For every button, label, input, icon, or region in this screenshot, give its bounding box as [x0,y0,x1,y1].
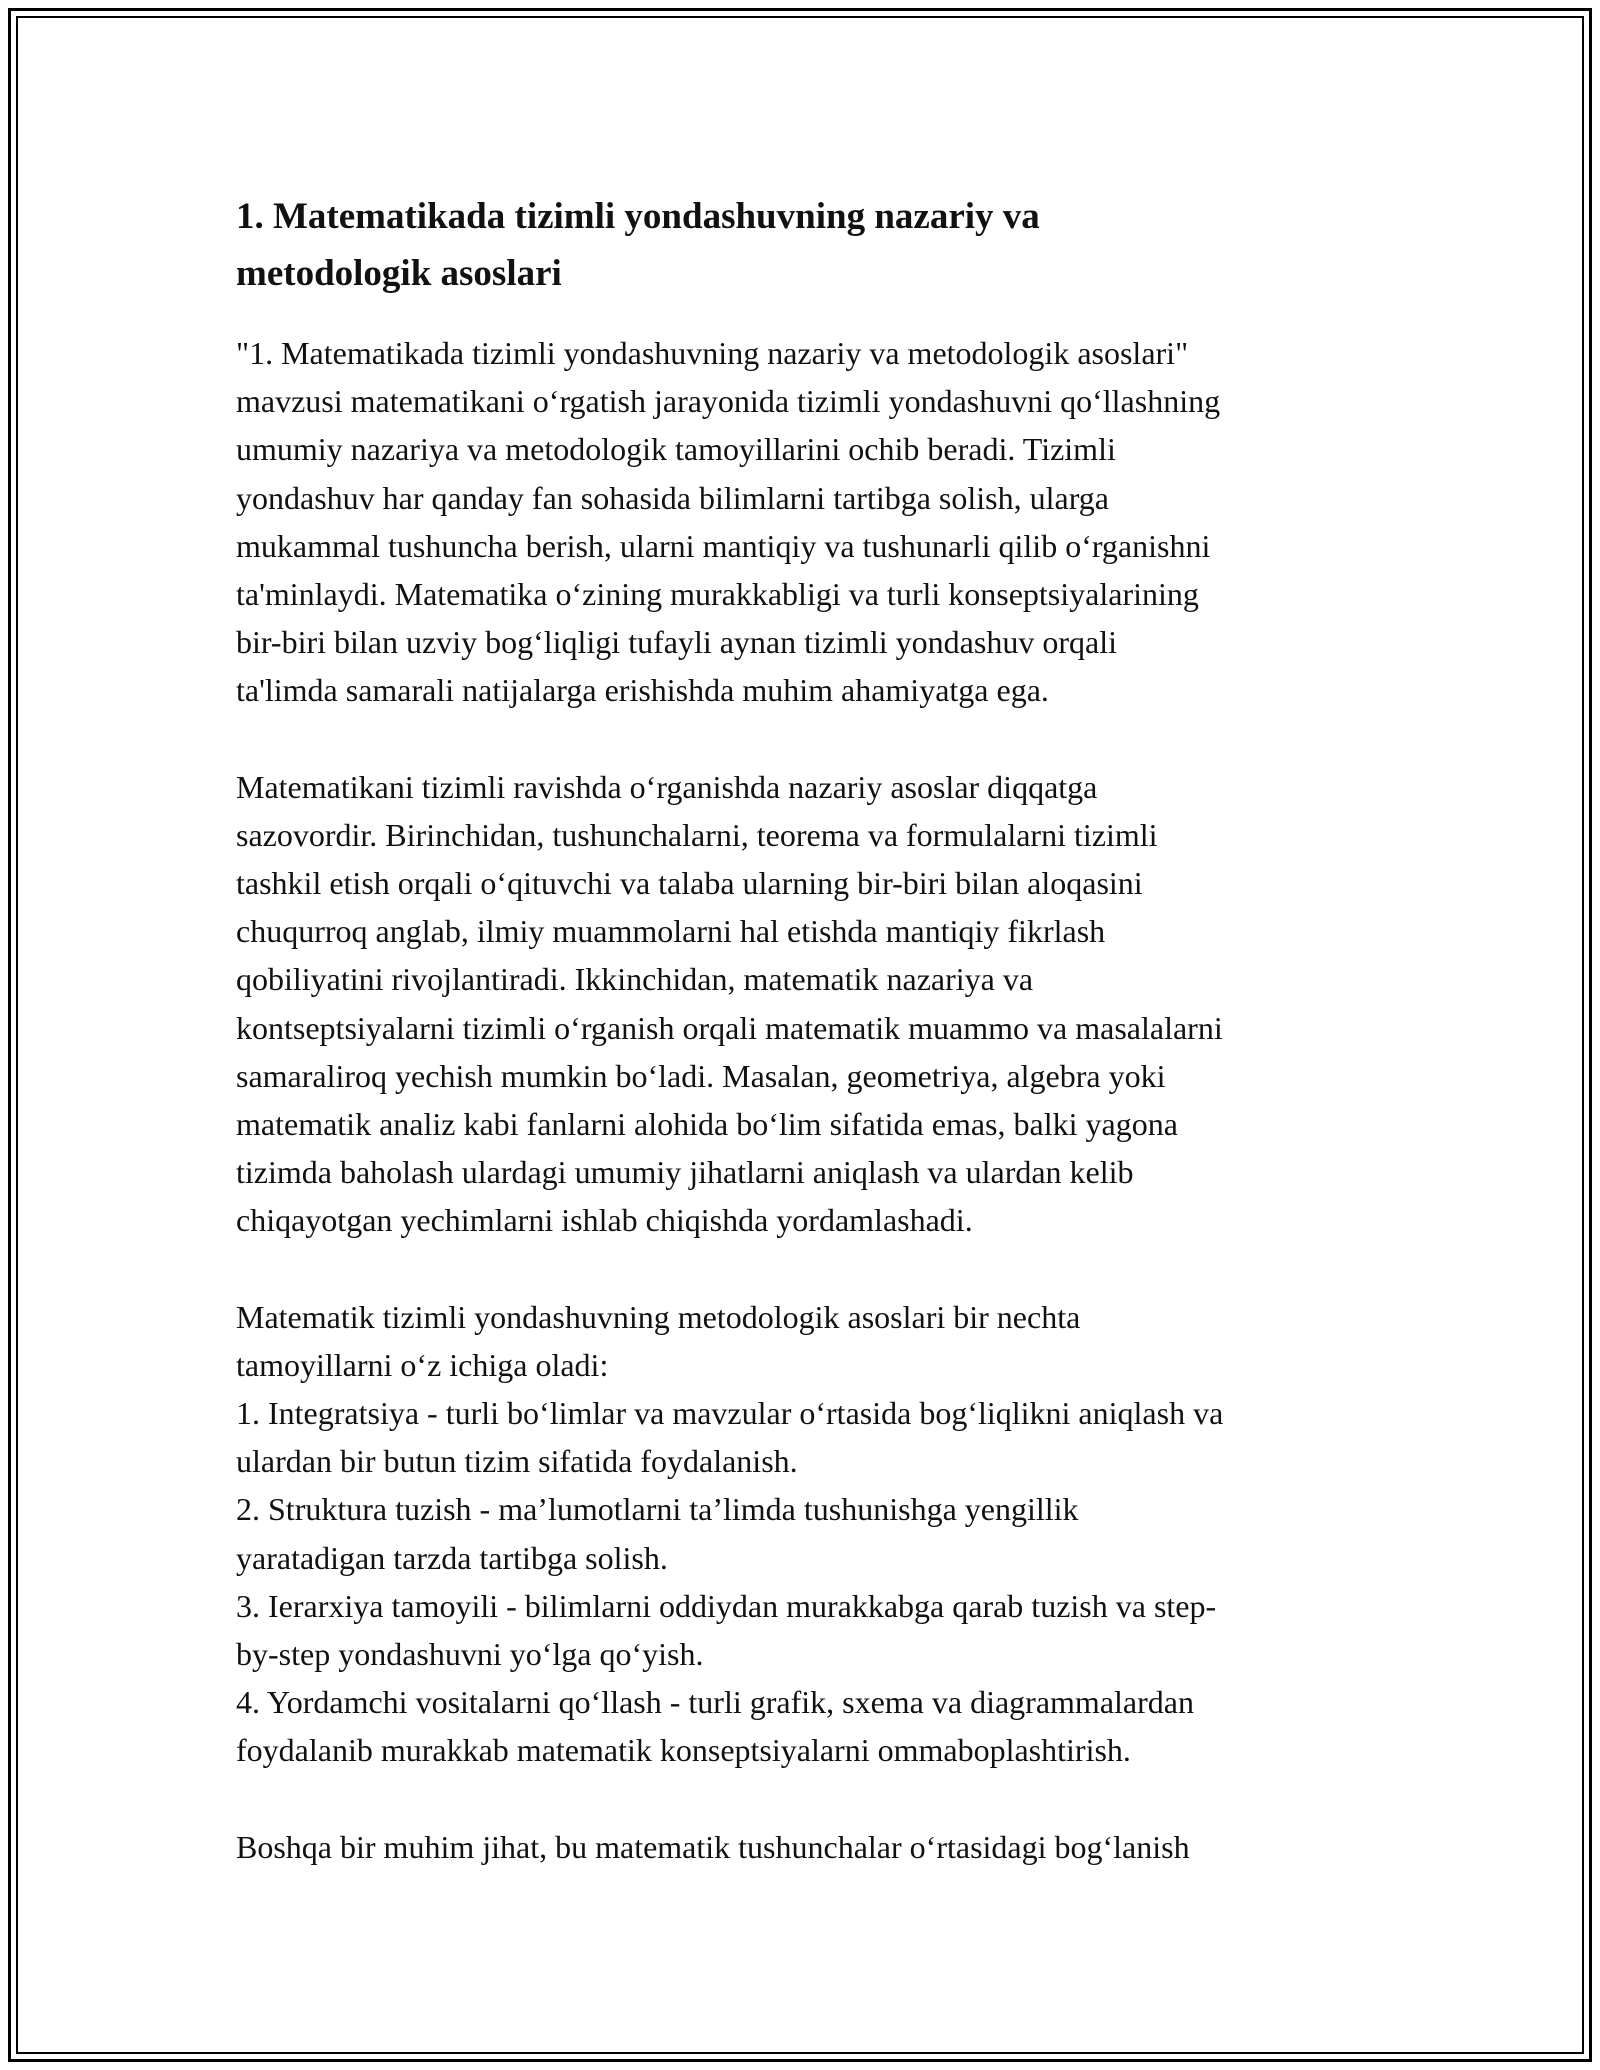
paragraph-methodology: Matematik tizimli yondashuvning metodologik asoslari bir nechta tamoyillarni oʻz ichiga oladi: 1. Integratsiya - turli boʻlimlar va mavzular oʻrtasida bogʻliqlikni aniqlash va ulardan bir butun tizim sifatida foydalanish. 2. Struktura tuzish - maʼlumotlarni taʼlimda tushunishga yengillik yaratadigan tarzda tartibga solish. 3. Ierarxiya tamoyili - bilimlarni oddiydan murakkabga qarab tuzish va step- by-step yondashuvni yoʻlga qoʻyish. 4. Yordamchi vositalarni qoʻllash - turli grafik, sxema va diagrammalardan foydalanib murakkab matematik konseptsiyalarni ommaboplashtirish. [236,1298,1224,1769]
paragraph-spacer [236,1775,1376,1823]
paragraph-spacer [236,715,1376,763]
paragraph-intro: "1. Matematikada tizimli yondashuvning nazariy va metodologik asoslari" mavzusi matematikani oʻrgatish jarayonida tizimli yondashuvni qoʻllashning umumiy nazariya va metodologik tamoyillarini ochib beradi. Tizimli yondashuv har qanday fan sohasida bilimlarni tartibga solish, ularga mukammal tushuncha berish, ularni mantiqiy va tushunarli qilib oʻrganishni ta'minlaydi. Matematika oʻzining murakkabligi va turli konseptsiyalarining bir-biri bilan uzviy bogʻliqligi tufayli aynan tizimli yondashuv orqali ta'limda samarali natijalarga erishishda muhim ahamiyatga ega. [236,335,1221,709]
document-body [236,329,1376,1871]
paragraph-continuation: Boshqa bir muhim jihat, bu matematik tushunchalar oʻrtasidagi bogʻlanish [236,1828,1190,1865]
paragraph-spacer [236,1245,1376,1293]
paragraph-theory: Matematikani tizimli ravishda oʻrganishda nazariy asoslar diqqatga sazovordir. Birinchidan, tushunchalarni, teorema va formulalarni tizimli tashkil etish orqali oʻqituvchi va talaba ularning bir-biri bilan aloqasini chuqurroq anglab, ilmiy muammolarni hal etishda mantiqiy fikrlash qobiliyatini rivojlantiradi. Ikkinchidan, matematik nazariya va kontseptsiyalarni tizimli oʻrganish orqali matematik muammo va masalalarni samaraliroq yechish mumkin boʻladi. Masalan, geometriya, algebra yoki matematik analiz kabi fanlarni alohida boʻlim sifatida emas, balki yagona tizimda baholash ulardagi umumiy jihatlarni aniqlash va ulardan kelib chiqayotgan yechimlarni ishlab chiqishda yordamlashadi. [236,768,1223,1239]
document-title: 1. Matematikada tizimli yondashuvning nazariy va metodologik asoslari [236,196,1040,294]
document-content [236,188,1376,1871]
